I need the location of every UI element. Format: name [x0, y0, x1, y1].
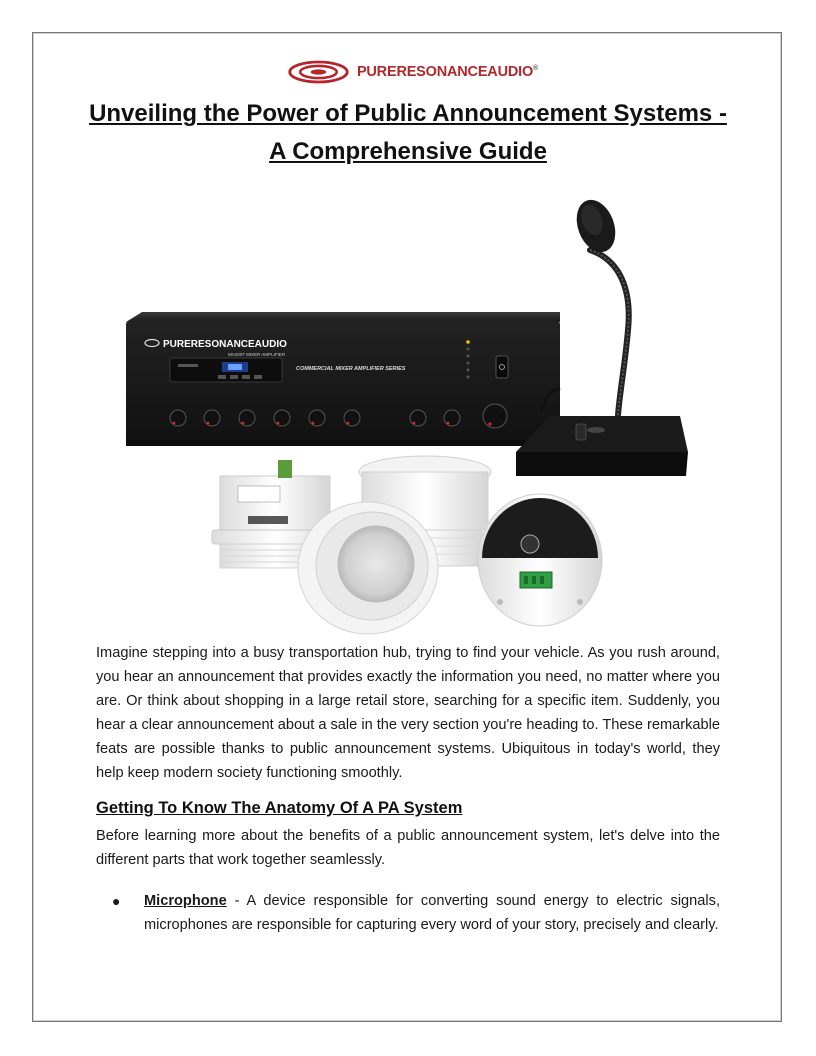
- logo-word-pure: PURE: [356, 64, 397, 80]
- document-title-line-2: A Comprehensive Guide: [269, 138, 547, 165]
- logo-word-audio: AUDIO: [487, 64, 534, 80]
- document-title-line-1: Unveiling the Power of Public Announcement Systems -: [89, 100, 727, 127]
- logo-mark-icon: [288, 59, 349, 85]
- intro-paragraph: Imagine stepping into a busy transportation hub, trying to find your vehicle. As you rush around, you hear an announcement that provides exactly the information you need, no matter where you are. Or think about shopping in a large retail store, searching for a specific item. Suddenly, you hear a clear announcement about a sale in the very section you're heading to. These remarkable feats are possible thanks to public announcement systems. Ubiquitous in today's world, they help keep modern society functioning smoothly.: [96, 645, 720, 781]
- section-heading: Getting To Know The Anatomy Of A PA System: [96, 799, 463, 817]
- amp-model-label: MA200T MIXER AMPLIFIER: [228, 352, 286, 357]
- amp-brand-label: PURERESONANCEAUDIO: [163, 339, 287, 350]
- ceiling-speaker-terminal: [478, 494, 602, 626]
- list-item-term: Microphone: [144, 893, 227, 909]
- brand-logo: [288, 54, 538, 90]
- product-hero-image: [120, 190, 700, 640]
- ceiling-speaker-front: [298, 502, 438, 634]
- section-paragraph: Before learning more about the benefits of a public announcement system, let's delve into the different parts that work together seamlessly.: [96, 828, 720, 868]
- logo-wordmark: [357, 64, 538, 80]
- logo-word-resonance: RESONANCE: [396, 64, 488, 80]
- list-item-description: - A device responsible for converting sound energy to electric signals, microphones are responsible for capturing every word of your story, precisely and clearly.: [144, 893, 720, 933]
- amp-series-label: COMMERCIAL MIXER AMPLIFIER SERIES: [296, 366, 406, 372]
- logo-registered-mark: ®: [533, 65, 538, 73]
- bullet-icon: ●: [112, 893, 121, 909]
- mixer-amplifier: [126, 312, 560, 446]
- list-item-text: [144, 889, 720, 937]
